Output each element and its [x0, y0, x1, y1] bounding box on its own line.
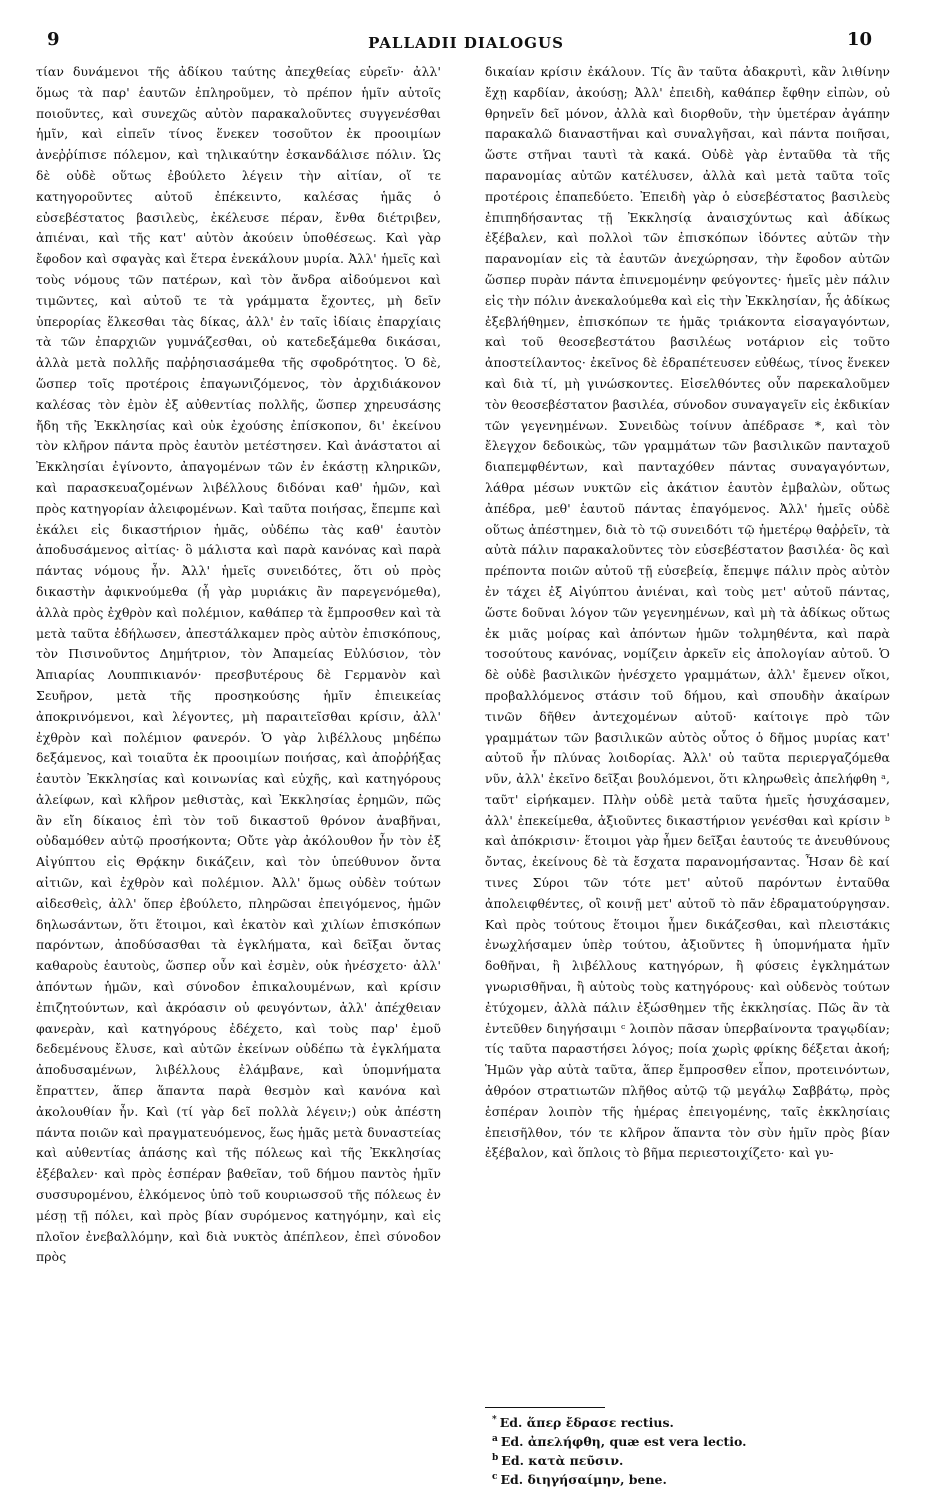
- text-column-left: [36, 62, 441, 1402]
- footnotes: [492, 1412, 892, 1489]
- text-column-right: [485, 62, 890, 1402]
- footnote-text: Ed. ἅπερ ἔδρασε rectius.: [499, 1415, 674, 1431]
- footnote-text: Ed. διηγήσαίμην, bene.: [500, 1472, 667, 1488]
- column-left-text: τίαν δυνάμενοι τῆς ἀδίκου ταύτης ἀπεχθείας εὑρεῖν· ἀλλ' ὅμως τὰ παρ' ἑαυτῶν ἐπληροῦμεν, τὸ πρέπον ἡμῖν αὐτοῖς ποιοῦντες, καὶ συνεχῶς αὐτὸν παρακαλοῦντες συγγενέσθαι ἡμῖν, καὶ εἰπεῖν τίνος ἕνεκεν τοσοῦτον ἐκ προοιμίων ἀνεῤῥίπισε πόλεμον, καὶ τηλικαύτην ἐσκανδάλισε πόλιν. Ὡς δὲ οὐδὲ οὕτως ἐβούλετο λέγειν τὴν αἰτίαν, οἵ τε κατηγοροῦντες αὐτοῦ ἐπέκειντο, καλέσας ἡμᾶς ὁ εὐσεβέστατος βασιλεὺς, ἐκέλευσε πέραν, ἔνθα διέτριβεν, ἀπιέναι, καὶ τῆς κατ' αὐτὸν ἀκούειν ὑποθέσεως. Καὶ γὰρ ἔφοδον καὶ σφαγὰς καὶ ἕτερα ἐνεκάλουν μυρία. Ἀλλ' ἡμεῖς καὶ τοὺς νόμους τῶν πατέρων, καὶ τὸν ἄνδρα αἰδούμενοι καὶ τιμῶντες, καὶ αὐτοῦ τε τὰ γράμματα ἔχοντες, μὴ δεῖν ὑπερορίας ἕλκεσθαι τὰς δίκας, ἀλλ' ἐν ταῖς ἰδίαις ἐπαρχίαις τὰ τῶν ἐπαρχιῶν γυμνάζεσθαι, οὐ κατεδεξάμεθα δικάσαι, ἀλλὰ μετὰ πολλῆς παῤῥησιασάμεθα τῆς σφοδρότητος. Ὁ δὲ, ὥσπερ τοῖς προτέροις ἐπαγωνιζόμενος, τὸν ἀρχιδιάκονον καλέσας τὸν ἐμὸν ἐξ αὐθεντίας πολλῆς, ὥσπερ χηρευσάσης ἤδη τῆς Ἐκκλησίας καὶ οὐκ ἐχούσης ἐπίσκοπον, δι' ἐκείνου τὸν κλῆρον πάντα πρὸς ἑαυτὸν μετέστησεν. Καὶ ἀνάστατοι αἱ Ἐκκλησίαι ἐγίνοντο, ἀπαγομένων τῶν ἐν ἑκάστῃ κληρικῶν, καὶ παρασκευαζομένων λιβέλλους διδόναι καθ' ἡμῶν, καὶ πρὸς κατηγορίαν ἀλειφομένων. Καὶ ταῦτα ποιήσας, ἔπεμπε καὶ ἐκάλει εἰς δικαστήριον ἡμᾶς, οὐδέπω τὰς καθ' ἑαυτὸν ἀποδυσάμενος αἰτίας· ὃ μάλιστα καὶ παρὰ κανόνας καὶ παρὰ πάντας νόμους ἦν. Ἀλλ' ἡμεῖς συνειδότες, ὅτι οὐ πρὸς δικαστὴν ἀφικνούμεθα (ἦ γὰρ μυριάκις ἂν παρεγενόμεθα), ἀλλὰ πρὸς ἐχθρὸν καὶ πολέμιον, καθάπερ τὰ ἔμπροσθεν καὶ τὰ μετὰ ταῦτα ἐδήλωσεν, ἀπεστάλκαμεν πρὸς αὐτὸν ἐπισκόπους, τὸν Πισινοῦντος Δημήτριον, τὸν Ἀπαμείας Εὐλύσιον, τὸν Ἀπιαρίας Λουππικιανόν· πρεσβυτέρους δὲ Γερμανὸν καὶ Σευῆρον, μετὰ τῆς προσηκούσης ἡμῖν ἐπιεικείας ἀποκρινόμενοι, καὶ λέγοντες, μὴ παραιτεῖσθαι κρίσιν, ἀλλ' ἐχθρὸν καὶ πολέμιον φανερόν. Ὁ γὰρ λιβέλλους μηδέπω δεξάμενος, καὶ τοιαῦτα ἐκ προοιμίων ποιήσας, καὶ ἀποῤῥήξας ἑαυτὸν Ἐκκλησίας καὶ κοινωνίας καὶ εὐχῆς, καὶ κατηγόρους ἀλείφων, καὶ κλῆρον μεθιστὰς, καὶ Ἐκκλησίας ἐρημῶν, πῶς ἂν εἴη δίκαιος ἐπὶ τὸν τοῦ δικαστοῦ θρόνον ἀναβῆναι, οὐδαμόθεν αὐτῷ προσήκοντα; Οὔτε γὰρ ἀκόλουθον ἦν τὸν ἐξ Αἰγύπτου εἰς Θρᾴκην δικάζειν, καὶ τὸν ὑπεύθυνον ὄντα αἰτιῶν, καὶ ἐχθρὸν καὶ πολέμιον. Ἀλλ' ὅμως οὐδὲν τούτων αἰδεσθεὶς, ἀλλ' ὅπερ ἐβούλετο, πληρῶσαι ἐπειγόμενος, ἡμῶν δηλωσάντων, ὅτι ἕτοιμοι, καὶ ἑκατὸν καὶ χιλίων ἐπισκόπων παρόντων, ἀποδύσασθαι τὰ ἐγκλήματα, καὶ δεῖξαι ὄντας καθαροὺς ἑαυτοὺς, ὥσπερ οὖν καὶ ἐσμὲν, οὐκ ἠνέσχετο· ἀλλ' ἀπόντων ἡμῶν, καὶ σύνοδον ἐπικαλουμένων, καὶ κρίσιν ἐπιζητούντων, καὶ ἀκρόασιν οὐ φευγόντων, ἀλλ' ἀπέχθειαν φανερὰν, καὶ κατηγόρους ἐδέχετο, καὶ τοὺς παρ' ἐμοῦ δεδεμένους ἔλυσε, καὶ αὐτῶν ἐκείνων οὐδέπω τὰ ἐγκλήματα ἀποδυσαμένων, λιβέλλους ἐλάμβανε, καὶ ὑπομνήματα ἔπραττεν, ἅπερ ἅπαντα παρὰ θεσμὸν καὶ κανόνα καὶ ἀκολουθίαν ἦν. Καὶ (τί γὰρ δεῖ πολλὰ λέγειν;) οὐκ ἀπέστη πάντα ποιῶν καὶ πραγματευόμενος, ἕως ἡμᾶς μετὰ δυναστείας καὶ αὐθεντίας ἁπάσης καὶ τῆς πόλεως καὶ τῆς Ἐκκλησίας ἐξέβαλεν· καὶ πρὸς ἑσπέραν βαθεῖαν, τοῦ δήμου παντὸς ἡμῖν συσσυρομένου, ἑλκόμενος ὑπὸ τοῦ κουριωσσοῦ τῆς πόλεως ἐν μέσῃ τῇ πόλει, καὶ πρὸς βίαν συρόμενος κατηγόμην, καὶ εἰς πλοῖον ἐνεβαλλόμην, καὶ διὰ νυκτὸς ἀπέπλεον, ἐπεὶ σύνοδον πρὸς: [36, 64, 441, 1265]
- footnote-text: Ed. ἀπελήφθη, quæ est vera lectio.: [500, 1434, 747, 1450]
- page-number-left: 9: [47, 29, 60, 50]
- footnote-rule: [485, 1407, 605, 1408]
- column-right-text: δικαίαν κρίσιν ἐκάλουν. Τίς ἂν ταῦτα ἀδακρυτὶ, κἂν λιθίνην ἔχῃ καρδίαν, ἀκούσῃ; Ἀλλ' ἐπειδὴ, καθάπερ ἔφθην εἰπὼν, οὐ θρηνεῖν δεῖ μόνον, ἀλλὰ καὶ διορθοῦν, τὴν ὑμετέραν ἀγάπην παρακαλῶ διαναστῆναι καὶ συναλγῆσαι, καὶ πάντα ποιῆσαι, ὥστε στῆναι ταυτὶ τὰ κακά. Οὐδὲ γὰρ ἐνταῦθα τὰ τῆς παρανομίας αὐτῶν κατέλυσεν, ἀλλὰ καὶ μετὰ ταῦτα τοῖς προτέροις ἐπαπεδύετο. Ἐπειδὴ γὰρ ὁ εὐσεβέστατος βασιλεὺς ἐπιπηδήσαντας τῇ Ἐκκλησίᾳ ἀναισχύντως καὶ ἀδίκως ἐξέβαλεν, καὶ πολλοὶ τῶν ἐπισκόπων ἰδόντες αὐτῶν τὴν παρανομίαν εἰς τὰ ἑαυτῶν ἀνεχώρησαν, τὴν ἔφοδον αὐτῶν ὥσπερ πυρὰν πάντα ἐπινεμομένην φεύγοντες· ἡμεῖς μὲν πάλιν εἰς τὴν πόλιν ἀνεκαλούμεθα καὶ εἰς τὴν Ἐκκλησίαν, ἧς ἀδίκως ἐξεβλήθημεν, ἐπισκόπων τε ἡμᾶς τριάκοντα εἰσαγαγόντων, καὶ τοῦ θεοσεβεστάτου βασιλέως νοτάριον εἰς τοῦτο ἀποστείλαντος· ἐκεῖνος δὲ ἐδραπέτευσεν εὐθέως, τίνος ἕνεκεν καὶ διὰ τί, μὴ γινώσκοντες. Εἰσελθόντες οὖν παρεκαλοῦμεν τὸν θεοσεβέστατον βασιλέα, σύνοδον συναγαγεῖν εἰς ἐκδικίαν τῶν γεγενημένων. Συνειδὼς τοίνυν ἀπέδρασε *, καὶ τὸν ἔλεγχον δεδοικὼς, τῶν γραμμάτων τῶν βασιλικῶν πανταχοῦ διαπεμφθέντων, καὶ πανταχόθεν πάντας συναγαγόντων, λάθρα μέσων νυκτῶν εἰς ἀκάτιον ἑαυτὸν ἐμβαλὼν, οὕτως ἀπέδρα, μεθ' ἑαυτοῦ πάντας ἐπαγόμενος. Ἀλλ' ἡμεῖς οὐδὲ οὕτως ἀπέστημεν, διὰ τὸ τῷ συνειδότι τῷ ἡμετέρῳ θαῤῥεῖν, τὰ αὐτὰ πάλιν παρακαλοῦντες τὸν εὐσεβέστατον βασιλέα· ὃς καὶ πρέποντα ποιῶν αὐτοῦ τῇ εὐσεβείᾳ, ἔπεμψε πάλιν πρὸς αὐτὸν ἐν τάχει ἐξ Αἰγύπτου ἀνιέναι, καὶ τοὺς μετ' αὐτοῦ πάντας, ὥστε δοῦναι λόγον τῶν γεγενημένων, καὶ μὴ τὰ ἀδίκως οὕτως ἐκ μιᾶς μοίρας καὶ ἀπόντων ἡμῶν τολμηθέντα, καὶ παρὰ τοσούτους κανόνας, νομίζειν ἀρκεῖν εἰς ἀπολογίαν αὐτοῦ. Ὁ δὲ οὐδὲ βασιλικῶν ἠνέσχετο γραμμάτων, ἀλλ' ἔμενεν οἴκοι, προβαλλόμενος στάσιν τοῦ δήμου, καὶ σπουδὴν ἀκαίρων τινῶν δῆθεν ἀντεχομένων αὐτοῦ· καίτοιγε πρὸ τῶν γραμμάτων τῶν βασιλικῶν αὐτὸς οὗτος ὁ δῆμος μυρίας κατ' αὐτοῦ ἦν πλύνας λοιδορίας. Ἀλλ' οὐ ταῦτα περιεργαζόμεθα νῦν, ἀλλ' ἐκεῖνο δεῖξαι βουλόμενοι, ὅτι κληρωθεὶς ἀπελήφθη ᵃ, ταῦτ' εἰρήκαμεν. Πλὴν οὐδὲ μετὰ ταῦτα ἡμεῖς ἡσυχάσαμεν, ἀλλ' ἐπεκείμεθα, ἀξιοῦντες δικαστήριον γενέσθαι καὶ κρίσιν ᵇ καὶ ἀπόκρισιν· ἕτοιμοι γὰρ ἦμεν δεῖξαι ἑαυτούς τε ἀνευθύνους ὄντας, ἐκείνους δὲ τὰ ἔσχατα παρανομήσαντας. Ἦσαν δὲ καί τινες Σύροι τῶν τότε μετ' αὐτοῦ παρόντων ἐνταῦθα ἀπολειφθέντες, οἳ κοινῇ μετ' αὐτοῦ τὸ πᾶν ἐδραματούργησαν. Καὶ πρὸς τούτους ἕτοιμοι ἦμεν δικάζεσθαι, καὶ πλειστάκις ἐνωχλήσαμεν ὑπὲρ τούτου, ἀξιοῦντες ἢ ὑπομνήματα ἡμῖν δοθῆναι, ἢ λιβέλλους κατηγόρων, ἢ φύσεις ἐγκλημάτων γνωρισθῆναι, ἢ αὐτοὺς τοὺς κατηγόρους· καὶ οὐδενὸς τούτων ἐτύχομεν, ἀλλὰ πάλιν ἐξώσθημεν τῆς ἐκκλησίας. Πῶς ἂν τὰ ἐντεῦθεν διηγήσαιμι ᶜ λοιπὸν πᾶσαν ὑπερβαίνοντα τραγῳδίαν; τίς ταῦτα παραστήσει λόγος; ποία χωρὶς φρίκης δέξεται ἀκοή; Ἡμῶν γὰρ αὐτὰ ταῦτα, ἅπερ ἔμπροσθεν εἶπον, προτεινόντων, ἀθρόον στρατιωτῶν πλῆθος αὐτῷ τῷ μεγάλῳ Σαββάτῳ, πρὸς ἑσπέραν λοιπὸν τῆς ἡμέρας ἐπειγομένης, ταῖς ἐκκλησίαις ἐπεισῆλθον, τόν τε κλῆρον ἅπαντα τὸν σὺν ἡμῖν πρὸς βίαν ἐξέβαλον, καὶ ὅπλοις τὸ βῆμα περιεστοιχίζετο· καὶ γυ-: [485, 64, 890, 1161]
- footnote-mark: a: [492, 1434, 498, 1445]
- footnote: [492, 1450, 892, 1469]
- footnote-text: Ed. κατὰ πεῦσιν.: [501, 1453, 624, 1469]
- footnote-mark: c: [492, 1472, 498, 1483]
- footnote-mark: *: [492, 1415, 497, 1425]
- running-title: PALLADII DIALOGUS: [368, 34, 564, 52]
- page-number-right: 10: [846, 29, 872, 50]
- footnote: [492, 1469, 892, 1488]
- footnote: [492, 1412, 892, 1431]
- footnote: [492, 1431, 892, 1450]
- footnote-mark: b: [492, 1453, 499, 1464]
